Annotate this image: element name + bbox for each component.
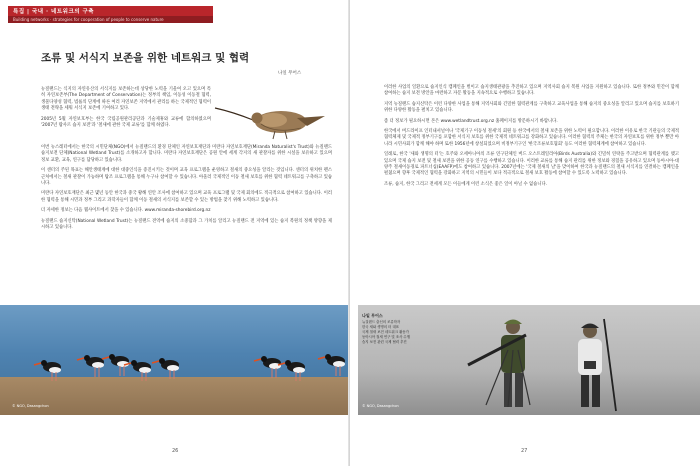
paragraph: 이러한 사업의 일환으로 습지인식 캠페인을 벌이고 습지생태관광을 추진하고 있으며 지역사회 습지 복원 사업을 지원하고 있습니다. 또한 정부와 민간이 함께 참여하는 습지 보전 방안을 마련하고 자문 활동을 지속적으로 수행하고 있습니다.	[384, 85, 679, 97]
paragraph: 이 센터의 주된 목표는 해안생태계에 대한 대중인식을 증진시키는 것이며 교육 프로그램을 운영하고 철새의 중요성을 알리는 것입니다. 센터의 위치한 펜스 근처에서는 철새 관찰이 가능하며 탐조 프로그램을 통해 누구나 참여할 수 있습니다. 아울러 국제적인 이동 철새 보호를 위한 협력 네트워크를 구축하고 있습니다.	[41, 168, 332, 187]
right-page	[350, 0, 700, 466]
caption-title: 나일 무어스	[362, 313, 383, 318]
article-byline: 나일 무어스	[278, 71, 302, 76]
section-header-title: 특집 | 국내 · 네트워크의 구축	[13, 9, 95, 15]
paragraph: 뉴질랜드 습지신탁(National Wetland Trust)는 뉴질랜드 전역에 습지의 소중함과 그 가치를 알리고 뉴질랜드 전 지역에 있는 습지 복원의 정책 방향을 제시하고 있습니다.	[41, 218, 332, 231]
caption-line: 뉴질랜드 출신의 조류학자	[362, 320, 401, 324]
left-column-main	[41, 145, 332, 235]
caption-line: 국제 철새 보전 네트워크 활동가	[362, 330, 409, 334]
section-header-subtitle: Building networks · strategies for cooperation of people to conserve nature	[13, 16, 164, 22]
left-column-top	[41, 87, 211, 133]
paragraph: 한국에서 버드라이프 인터내셔널이나 '국제기구 이동성 철새'의 회원 등 한국에서의 철새 보존을 위한 노력이 필요합니다. 이러한 이유로 한국 기관들의 국제적 협력체제 및 국제적 정부기구를 포함한 서식지 보호를 위한 국제적 네트워크를 강화하고 있습니다. 이러한 협력의 주체는 한국의 자연보호를 위한 정부 뿐만 아니라 시민사회가 함께 해야 하며 또한 1956년에 창설되었으며 비정부기구인 '한국조류보호협회' 등도 이러한 협력체계에 참여하고 있습니다.	[384, 129, 679, 147]
caption-line: 습지 보전 관련 국제 협력 추진	[362, 340, 407, 344]
paragraph: 좀 더 정보가 필요하시면 본은 www.wetlandtrust.org.nz 홈페이지를 방문하시기 바랍니다.	[384, 118, 558, 124]
page-number: 27	[521, 448, 528, 454]
page-number: 26	[172, 448, 179, 454]
caption-line: 동아시아 철새 연구 및 조사 수행	[362, 335, 410, 339]
photo-credit: © NGO, Dasangchon	[12, 404, 49, 408]
paragraph: 2005년 5월 자연보호부는 한국 국립공원관리공단과 기술제휴와 교류에 합의하였으며 '2007년 람사르 습지 보전'과 '철새에 관한 국제 교류'를 함께 하였다.	[41, 116, 211, 129]
paragraph: 뉴질랜드는 식지의 자연유산의 서식지를 보존하는데 상당한 노력을 기울여 오고 있으며 특히 자연보존부(The Department of Conservation)는 정부의 책임, 이동성 이동철 협력, 생물다양성 협력, 법률의 단계에 따른 여러 자연보존 지역에서 관리를 하는 국제적인 협력이 생태 전략을 세워 서식지 보존에 기여하고 있다.	[41, 87, 211, 112]
paragraph: 더 자세한 정보는 다음 웹사이트에서 찾을 수 있습니다. www.miranda-shorebird.org.nz	[41, 208, 211, 214]
photo-caption	[362, 313, 442, 345]
oystercatchers-photo	[0, 305, 350, 415]
article-title: 조류 및 서식지 보존을 위한 네트워크 및 협력	[41, 52, 250, 64]
paragraph: 조류, 습지, 한국 그리고 전세계 모든 이들에게 이런 소식은 좋은 일이 아닐 수 없습니다.	[384, 181, 547, 187]
photo-credit: © NGO, Dasangchon	[362, 404, 399, 408]
curlew-bird-illustration	[213, 98, 331, 140]
right-column-main	[384, 85, 679, 192]
paragraph: 이번 뉴스레터에서는 한국의 시민단체(NGO)에서 뉴질랜드의 환경 단체인 자연보호재단과 미란다 자연보호재단(Miranda Naturalist's Trust)와 뉴질랜드 습지보전 단체(National Wetland Trust)를 소개하고자 합니다. 미란다 자연보호재단은 공원 안에 세계 각지의 새 관찰자를 위한 시설을 보유하고 있으며 정보 교환, 교육, 연구를 담당하고 있습니다.	[41, 145, 332, 163]
paragraph: 지역 뉴질랜드 습지신탁은 이런 다양한 사업을 통해 지역사회와 긴밀한 협력관계를 구축하고 교육사업을 통해 습지의 중요성을 알리고 있으며 습지를 보호하기 위한 다양한 활동을 펼치고 있습니다.	[384, 101, 679, 114]
paragraph: 미란다 자연보호재단은 최근 몇년 동안 한국과 중국 황해 연안 조사에 참여하고 있으며 교육 프로그램 및 국제 회의에도 적극적으로 참여하고 있습니다. 이러한 협력을 통해 시민과 정부 그리고 과학자들이 함께 이동 철새의 서식지를 보존할 수 있는 방법을 찾기 위해 노력하고 있습니다.	[41, 191, 332, 203]
paragraph: 일례로, 한국 '새와 생명의 터'는 호주와 오세아니아의 조류 연구단체인 버드 오스트레일리아(Birds Australia)와 긴밀히 연락을 주고받으며 협력관계를 맺고 있으며 국제 습지 보전 및 철새 보전을 위한 공동 연구를 수행하고 있습니다. 이러한 교류를 통해 습지 관리를 위한 정보와 경험을 공유하고 있으며 동아시아-대양주 철새이동경로 파트너십(EAAFP)에도 참여하고 있습니다. 2007년에는 '국제 철새의 날'을 맞이하여 한국과 뉴질랜드의 철새 서식지를 연결하는 캠페인을 펼쳤으며 향후 국제적인 협력을 강화하고 지역의 시민들이 보다 적극적으로 철새 보호 활동에 참여할 수 있도록 노력하고 있습니다.	[384, 152, 679, 177]
caption-line: 한국 새와 생명의 터 대표	[362, 325, 400, 329]
